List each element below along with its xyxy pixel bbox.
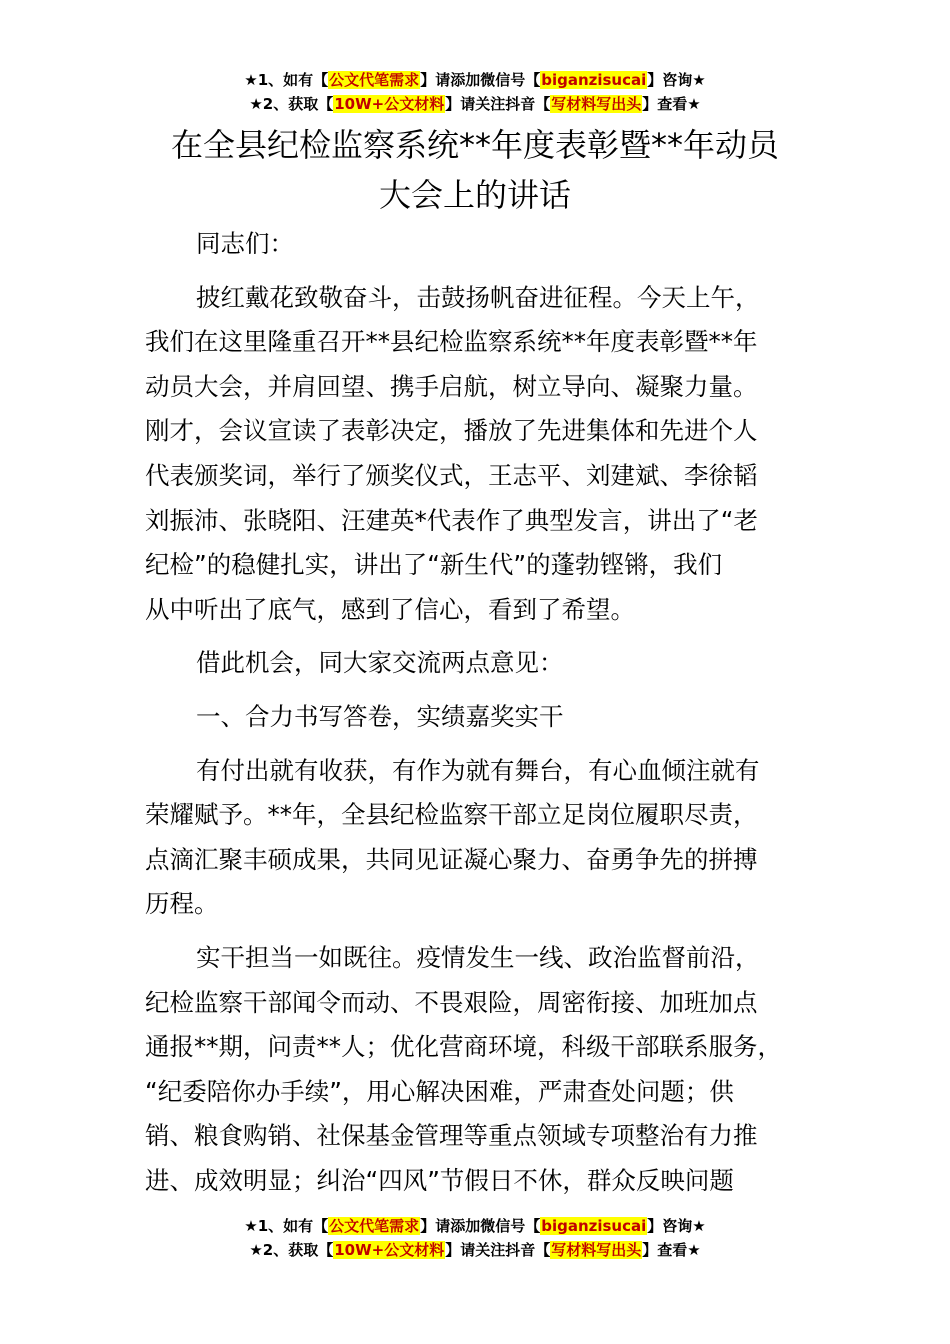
salutation-paragraph: 同志们： (196, 229, 294, 258)
highlight-service: 公文代笔需求 (329, 71, 420, 89)
title-line-1: 在全县纪检监察系统**年度表彰暨**年动员 (170, 126, 779, 164)
document-body (145, 222, 825, 1212)
promo-line-2: ★2、获取【10W+公文材料】请关注抖音【写材料写出头】查看★ (249, 1241, 701, 1259)
highlight-materials: 10W+公文材料 (334, 1241, 445, 1259)
promo-line-1: ★1、如有【公文代笔需求】请添加微信号【biganzisucai】咨询★ (244, 71, 706, 89)
promo-banner-bottom (0, 1214, 950, 1262)
opening-paragraph: 披红戴花致敬奋斗，击鼓扬帆奋进征程。今天上午， 我们在这里隆重召开**县纪检监察系统**年度表彰暨**年 动员大会，并肩回望、携手启航，树立导向、凝聚力量。 刚才，会议宣读了表彰决定，播放了先进集体和先进个人 代表颁奖词，举行了颁奖仪式，王志平、刘建斌、李徐韬 刘振沛、张晓阳、汪建英*代表作了典型发言，讲出了“老 纪检”的稳健扎实，讲出了“新生代”的蓬勃铿锵，我们 从中听出了底气，感到了信心，看到了希望。 (145, 282, 760, 624)
highlight-materials: 10W+公文材料 (334, 95, 445, 113)
highlight-wechat-id: biganzisucai (541, 71, 647, 89)
promo-line-1: ★1、如有【公文代笔需求】请添加微信号【biganzisucai】咨询★ (244, 1217, 706, 1235)
highlight-wechat-id: biganzisucai (541, 1217, 647, 1235)
section-heading-1: 一、合力书写答卷，实绩嘉奖实干 (196, 701, 564, 731)
promo-line-2: ★2、获取【10W+公文材料】请关注抖音【写材料写出头】查看★ (249, 95, 701, 113)
section-1-paragraph-1: 有付出就有收获，有作为就有舞台，有心血倾注就有 荣耀赋予。**年，全县纪检监察干部立足岗位履职尽责， 点滴汇聚丰硕成果，共同见证凝心聚力、奋勇争先的拼搏 历程。 (145, 755, 760, 919)
transition-paragraph: 借此机会，同大家交流两点意见： (196, 648, 564, 678)
section-1-paragraph-2: 实干担当一如既往。疫情发生一线、政治监督前沿， 纪检监察干部闻令而动、不畏艰险，周密衔接、加班加点 通报**期，问责**人；优化营商环境，科级干部联系服务， “纪委陪你办手续”，用心解决困难，严肃查处问题；供 销、粮食购销、社保基金管理等重点领域专项整治有力推 进、成效明显；纠治“四风”节假日不休，群众反映问题 (145, 942, 782, 1195)
highlight-douyin-account: 写材料写出头 (551, 1241, 642, 1259)
highlight-douyin-account: 写材料写出头 (551, 95, 642, 113)
title-line-2: 大会上的讲话 (378, 176, 571, 214)
highlight-service: 公文代笔需求 (329, 1217, 420, 1235)
promo-banner-top (0, 68, 950, 116)
document-title (0, 120, 950, 220)
